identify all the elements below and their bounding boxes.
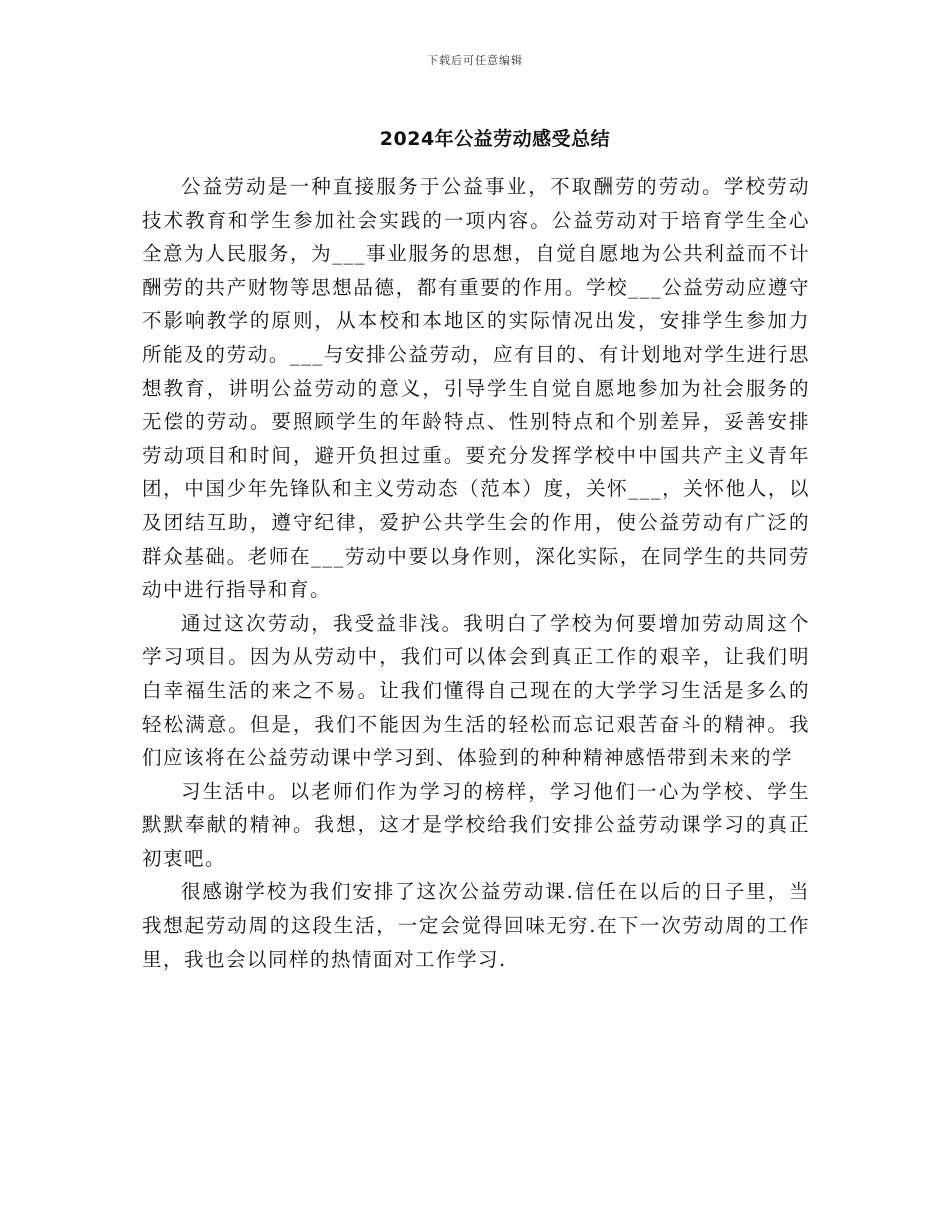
paragraph-2: 通过这次劳动，我受益非浅。我明白了学校为何要增加劳动周这个学习项目。因为从劳动中，我们可以体会到真正工作的艰辛，让我们明白幸福生活的来之不易。让我们懂得自己现在的大学学习生活是多么的轻松满意。但是，我们不能因为生活的轻松而忘记艰苦奋斗的精神。我们应该将在公益劳动课中学习到、体验到的种种精神感悟带到未来的学 [142,611,810,770]
paragraph-1: 公益劳动是一种直接服务于公益事业，不取酬劳的劳动。学校劳动技术教育和学生参加社会实践的一项内容。公益劳动对于培育学生全心全意为人民服务，为___事业服务的思想，自觉自愿地为公共利益而不计酬劳的共产财物等思想品德，都有重要的作用。学校___公益劳动应遵守不影响教学的原则，从本校和本地区的实际情况出发，安排学生参加力所能及的劳动。___与安排公益劳动，应有目的、有计划地对学生进行思想教育，讲明公益劳动的意义，引导学生自觉自愿地参加为社会服务的无偿的劳动。要照顾学生的年龄特点、性别特点和个别差异，妥善安排劳动项目和时间，避开负担过重。要充分发挥学校中中国共产主义青年团，中国少年先锋队和主义劳动态（范本）度，关怀___，关怀他人，以及团结互助，遵守纪律，爱护公共学生会的作用，使公益劳动有广泛的群众基础。老师在___劳动中要以身作则，深化实际，在同学生的共同劳动中进行指导和育。 [142,175,810,602]
paragraph-3: 习生活中。以老师们作为学习的榜样，学习他们一心为学校、学生默默奉献的精神。我想，这才是学校给我们安排公益劳动课学习的真正初衷吧。 [142,779,810,870]
document-title: 2024年公益劳动感受总结 [379,128,611,150]
paragraph-4: 很感谢学校为我们安排了这次公益劳动课.信任在以后的日子里，当我想起劳动周的这段生活，一定会觉得回味无穷.在下一次劳动周的工作里，我也会以同样的热情面对工作学习. [142,880,810,971]
document-body [142,170,810,976]
page-header-note: 下载后可任意编辑 [427,54,523,67]
